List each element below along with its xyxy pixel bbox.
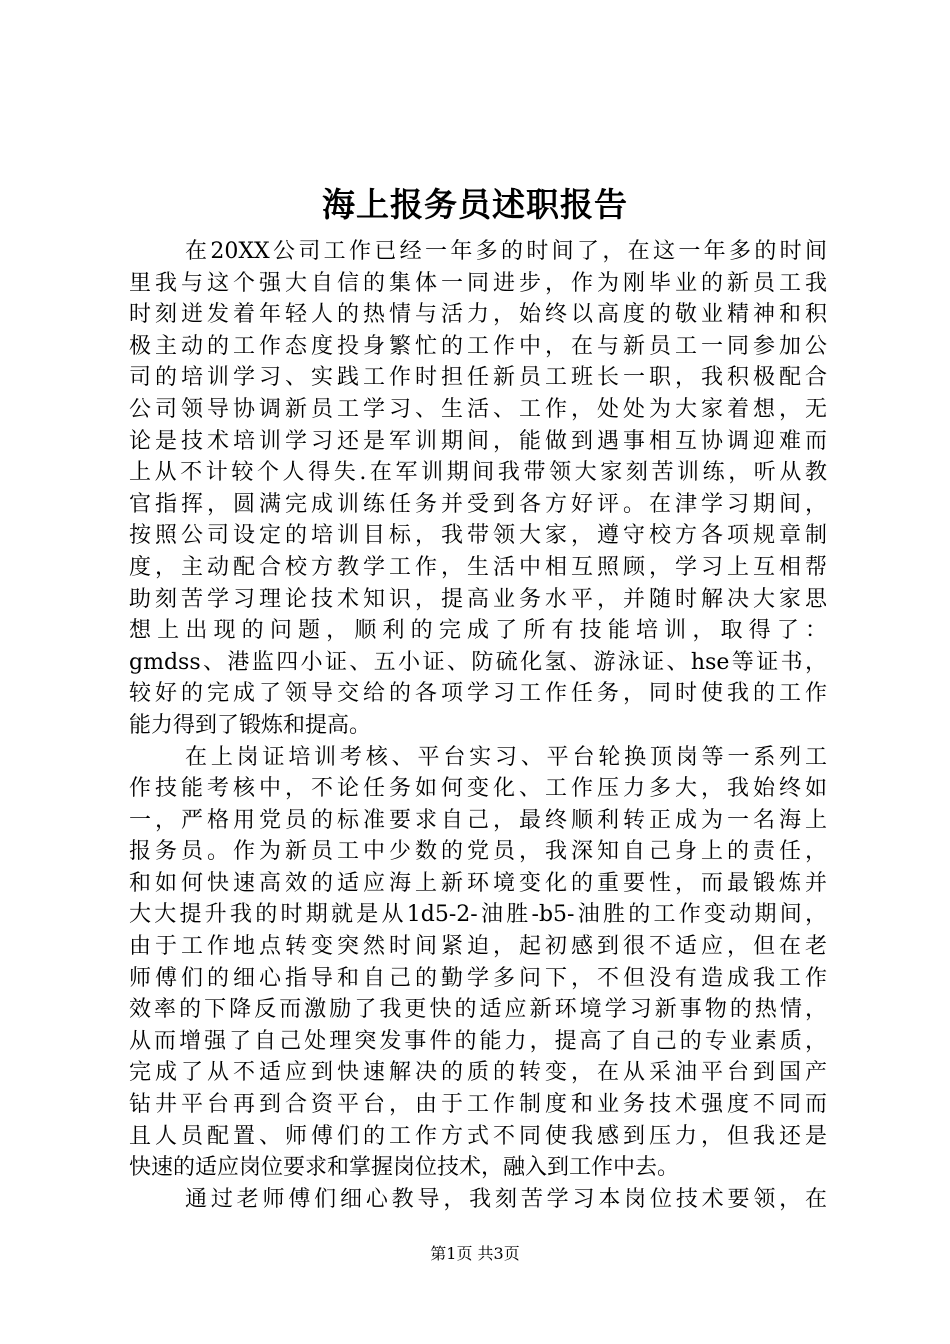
text-line: 时刻迸发着年轻人的热情与活力，始终以高度的敬业精神和积: [129, 302, 827, 328]
text-line: 能力得到了锻炼和提高。: [129, 712, 372, 738]
text-line: 司的培训学习、实践工作时担任新员工班长一职，我积极配合: [129, 365, 827, 391]
text-line: 大大提升我的时期就是从1d5-2-油胜-b5-油胜的工作变动期间，: [129, 902, 827, 928]
text-line: 里我与这个强大自信的集体一同进步，作为刚毕业的新员工我: [129, 270, 827, 296]
text-line: 从而增强了自己处理突发事件的能力，提高了自己的专业素质，: [129, 1028, 827, 1054]
text-line: 通过老师傅们细心教导，我刻苦学习本岗位技术要领，在: [185, 1186, 827, 1212]
text-line: 且人员配置、师傅们的工作方式不同使我感到压力，但我还是: [129, 1123, 827, 1149]
text-line: 和如何快速高效的适应海上新环境变化的重要性，而最锻炼并: [129, 870, 827, 896]
text-line: 快速的适应岗位要求和掌握岗位技术，融入到工作中去。: [129, 1155, 680, 1181]
text-line: 助刻苦学习理论技术知识，提高业务水平，并随时解决大家思: [129, 586, 827, 612]
text-line: 效率的下降反而激励了我更快的适应新环境学习新事物的热情，: [129, 997, 827, 1023]
text-line: 在上岗证培训考核、平台实习、平台轮换顶岗等一系列工: [185, 744, 827, 770]
text-line: 公司领导协调新员工学习、生活、工作，处处为大家着想，无: [129, 396, 827, 422]
document-title: 海上报务员述职报告: [322, 185, 628, 224]
text-line: 在20XX公司工作已经一年多的时间了，在这一年多的时间: [185, 239, 827, 264]
text-line: gmdss、港监四小证、五小证、防硫化氢、游泳证、hse等证书，: [129, 649, 827, 675]
text-line: 报务员。作为新员工中少数的党员，我深知自己身上的责任，: [129, 839, 827, 865]
text-line: 按照公司设定的培训目标，我带领大家，遵守校方各项规章制: [129, 523, 827, 549]
text-line: 想上出现的问题，顺利的完成了所有技能培训，取得了：: [129, 618, 827, 644]
text-line: 钻井平台再到合资平台，由于工作制度和业务技术强度不同而: [129, 1092, 827, 1118]
page-footer: 第1页 共3页: [430, 1244, 520, 1263]
text-line: 论是技术培训学习还是军训期间，能做到遇事相互协调迎难而: [129, 428, 827, 454]
text-line: 较好的完成了领导交给的各项学习工作任务，同时使我的工作: [129, 681, 827, 707]
text-line: 师傅们的细心指导和自己的勤学多问下，不但没有造成我工作: [129, 965, 827, 991]
text-line: 极主动的工作态度投身繁忙的工作中，在与新员工一同参加公: [129, 333, 827, 359]
text-line: 度，主动配合校方教学工作，生活中相互照顾，学习上互相帮: [129, 554, 827, 580]
text-line: 上从不计较个人得失.在军训期间我带领大家刻苦训练，听从教: [129, 460, 827, 486]
text-line: 完成了从不适应到快速解决的质的转变，在从采油平台到国产: [129, 1060, 827, 1086]
text-line: 作技能考核中，不论任务如何变化、工作压力多大，我始终如: [129, 776, 827, 802]
text-line: 官指挥，圆满完成训练任务并受到各方好评。在津学习期间，: [129, 491, 827, 517]
text-line: 由于工作地点转变突然时间紧迫，起初感到很不适应，但在老: [129, 934, 827, 960]
document-body: [129, 236, 827, 1215]
text-line: 一，严格用党员的标准要求自己，最终顺利转正成为一名海上: [129, 807, 827, 833]
